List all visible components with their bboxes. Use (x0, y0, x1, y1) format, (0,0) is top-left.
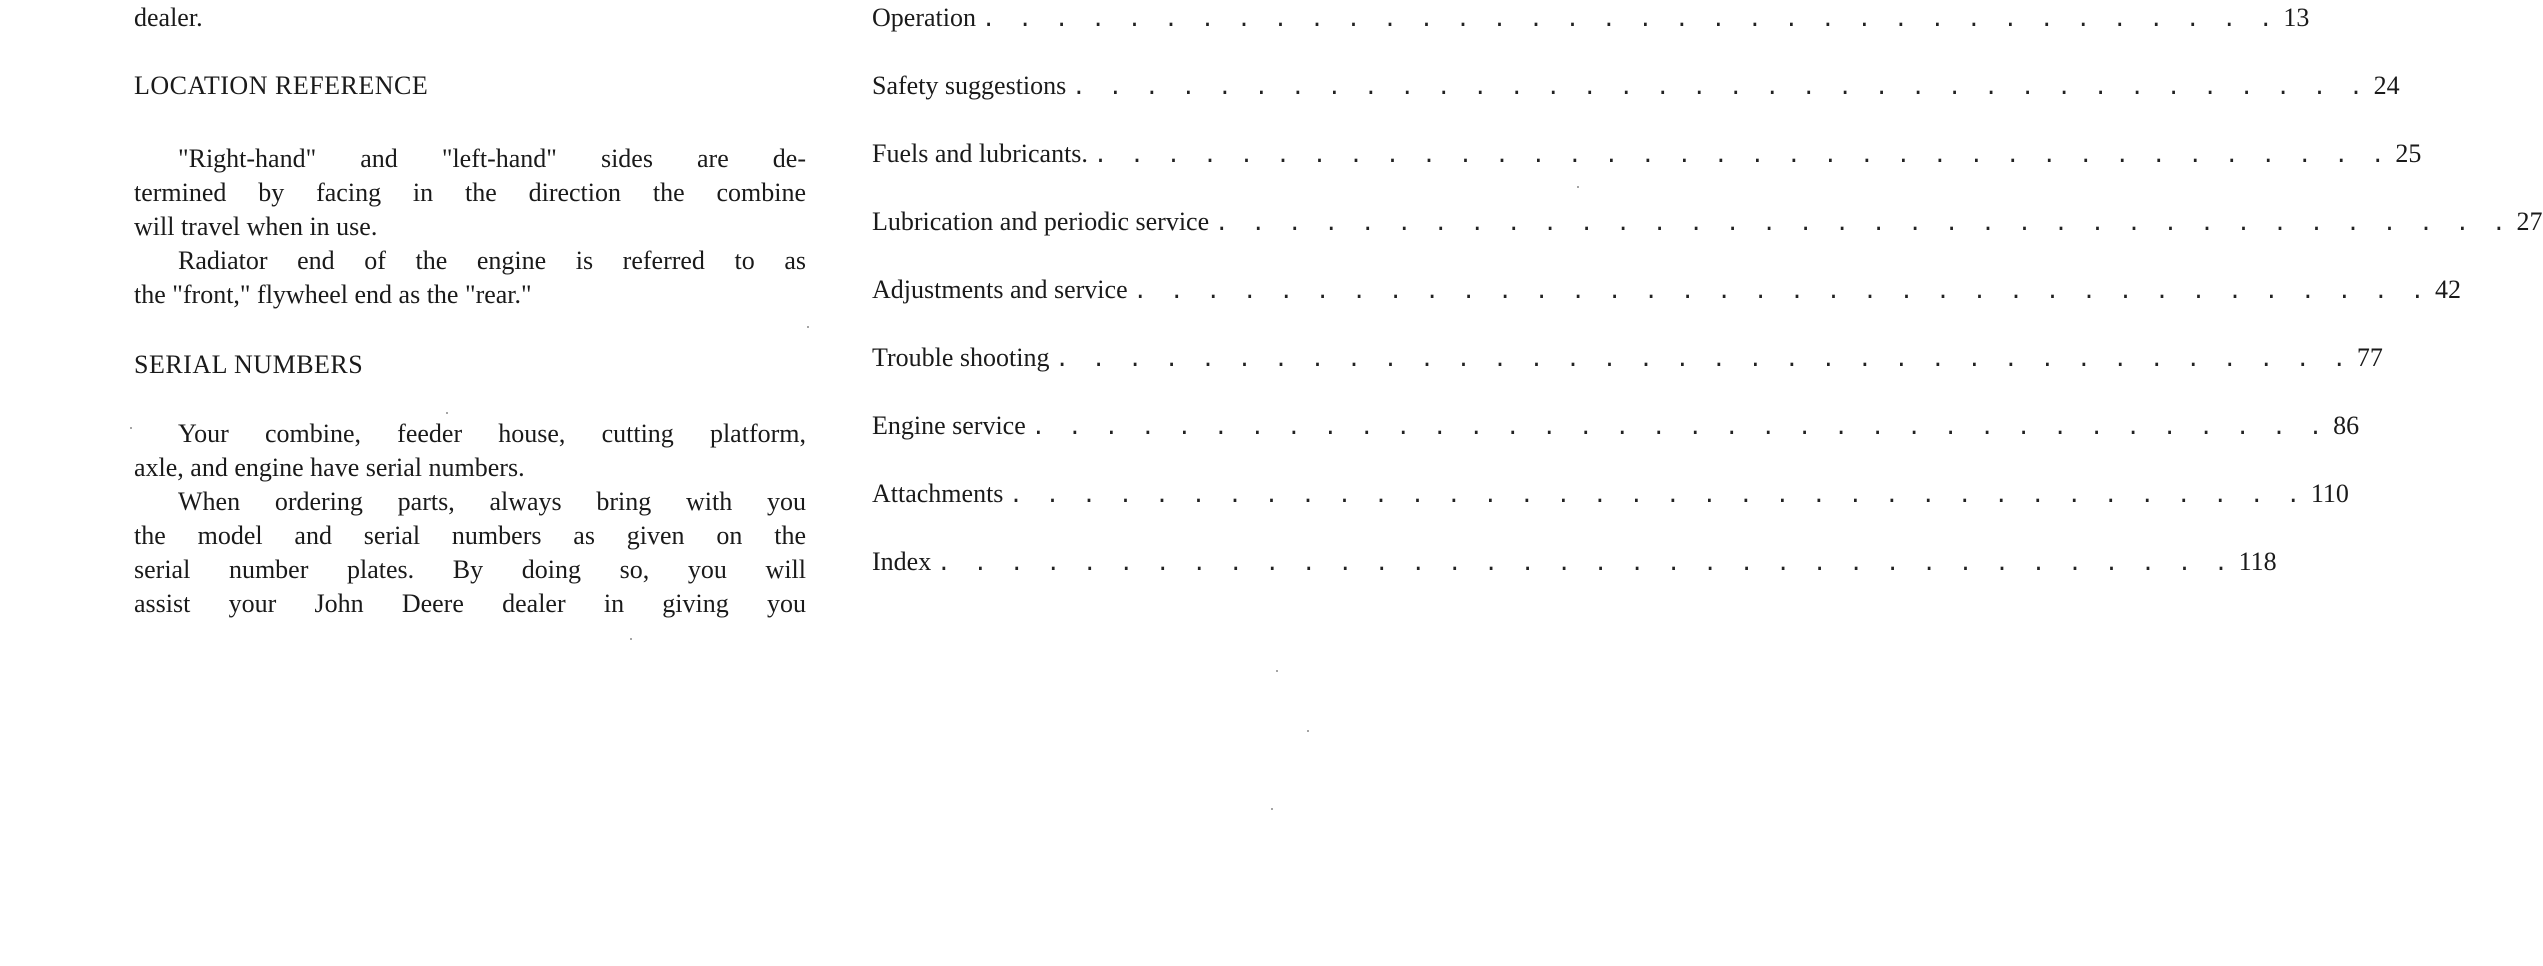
toc-entry-title: Fuels and lubricants. (872, 139, 1088, 168)
serial-paragraph-line: Your combine, feeder house, cutting platform, (178, 419, 806, 448)
toc-entry-title: Operation (872, 3, 976, 32)
location-paragraph-line: Radiator end of the engine is referred to as (178, 246, 806, 275)
toc-entry-attachments (872, 477, 2349, 511)
toc-entry-page: 25 (2395, 139, 2422, 168)
toc-entry-operation (872, 1, 2310, 35)
serial-paragraph-line: axle, and engine have serial numbers. (134, 453, 525, 482)
toc-entry-engine-service (872, 409, 2360, 443)
toc-leader-dots: . . . . . . . . . . . . . . . . . . . . . . . . . . . . . . . . . . . . (981, 7, 2278, 32)
toc-leader-dots: . . . . . . . . . . . . . . . . . . . . . . . . . . . . . . . . . . . . (1009, 483, 2305, 508)
toc-entry-title: Adjustments and service (872, 275, 1128, 304)
toc-leader-dots: . . . . . . . . . . . . . . . . . . . . . . . . . . . . . . . . . . . . (1133, 279, 2430, 304)
toc-leader-dots: . . . . . . . . . . . . . . . . . . . . . . . . . . . . . . . . . . . . (937, 551, 2233, 576)
scan-speck (130, 427, 132, 429)
toc-entry-page: 86 (2333, 411, 2360, 440)
toc-entry-title: Engine service (872, 411, 1026, 440)
toc-entry-trouble-shooting (872, 341, 2383, 375)
toc-leader-dots: . . . . . . . . . . . . . . . . . . . . . . . . . . . . . . . . . . . . (1215, 211, 2511, 236)
toc-entry-title: Safety suggestions (872, 71, 1067, 100)
serial-paragraph-line: serial number plates. By doing so, you will (134, 555, 806, 584)
toc-entry-safety-suggestions (872, 69, 2400, 103)
intro-tail-text: dealer. (134, 3, 203, 32)
serial-numbers-heading: SERIAL NUMBERS (134, 350, 364, 379)
toc-entry-index (872, 545, 2277, 579)
scan-speck (630, 638, 632, 640)
scan-speck (1271, 808, 1273, 810)
toc-entry-page: 24 (2373, 71, 2400, 100)
toc-entry-title: Trouble shooting (872, 343, 1050, 372)
toc-entry-lubrication-and-periodic-service (872, 205, 2543, 239)
location-paragraph-line: termined by facing in the direction the combine (134, 178, 806, 207)
toc-entry-title: Index (872, 547, 932, 576)
toc-entry-page: 27 (2516, 207, 2543, 236)
toc-entry-page: 13 (2283, 3, 2310, 32)
toc-entry-title: Attachments (872, 479, 1004, 508)
scan-speck (1307, 730, 1309, 732)
toc-entry-adjustments-and-service (872, 273, 2462, 307)
toc-leader-dots: . . . . . . . . . . . . . . . . . . . . . . . . . . . . . . . . . . . . (1031, 415, 2328, 440)
scan-speck (1276, 670, 1278, 672)
toc-entry-page: 110 (2310, 479, 2349, 508)
toc-entry-page: 42 (2435, 275, 2462, 304)
toc-entry-fuels-and-lubricants (872, 137, 2422, 171)
serial-paragraph-line: the model and serial numbers as given on the (134, 521, 806, 550)
location-paragraph-line: will travel when in use. (134, 212, 378, 241)
serial-paragraph-line: When ordering parts, always bring with you (178, 487, 806, 516)
toc-entry-page: 118 (2238, 547, 2277, 576)
toc-leader-dots: . . . . . . . . . . . . . . . . . . . . . . . . . . . . . . . . . . . . (1072, 75, 2368, 100)
toc-leader-dots: . . . . . . . . . . . . . . . . . . . . . . . . . . . . . . . . . . . . (1055, 347, 2351, 372)
toc-entry-page: 77 (2356, 343, 2383, 372)
toc-leader-dots: . . . . . . . . . . . . . . . . . . . . . . . . . . . . . . . . . . . . (1093, 143, 2390, 168)
toc-entry-title: Lubrication and periodic service (872, 207, 1210, 236)
location-paragraph-line: "Right-hand" and "left-hand" sides are de- (178, 144, 806, 173)
location-reference-heading: LOCATION REFERENCE (134, 71, 429, 100)
scan-speck (1577, 186, 1579, 188)
scan-speck (807, 326, 809, 328)
location-paragraph-line: the "front," flywheel end as the "rear." (134, 280, 532, 309)
serial-paragraph-line: assist your John Deere dealer in giving you (134, 589, 806, 618)
scan-speck (446, 412, 448, 414)
